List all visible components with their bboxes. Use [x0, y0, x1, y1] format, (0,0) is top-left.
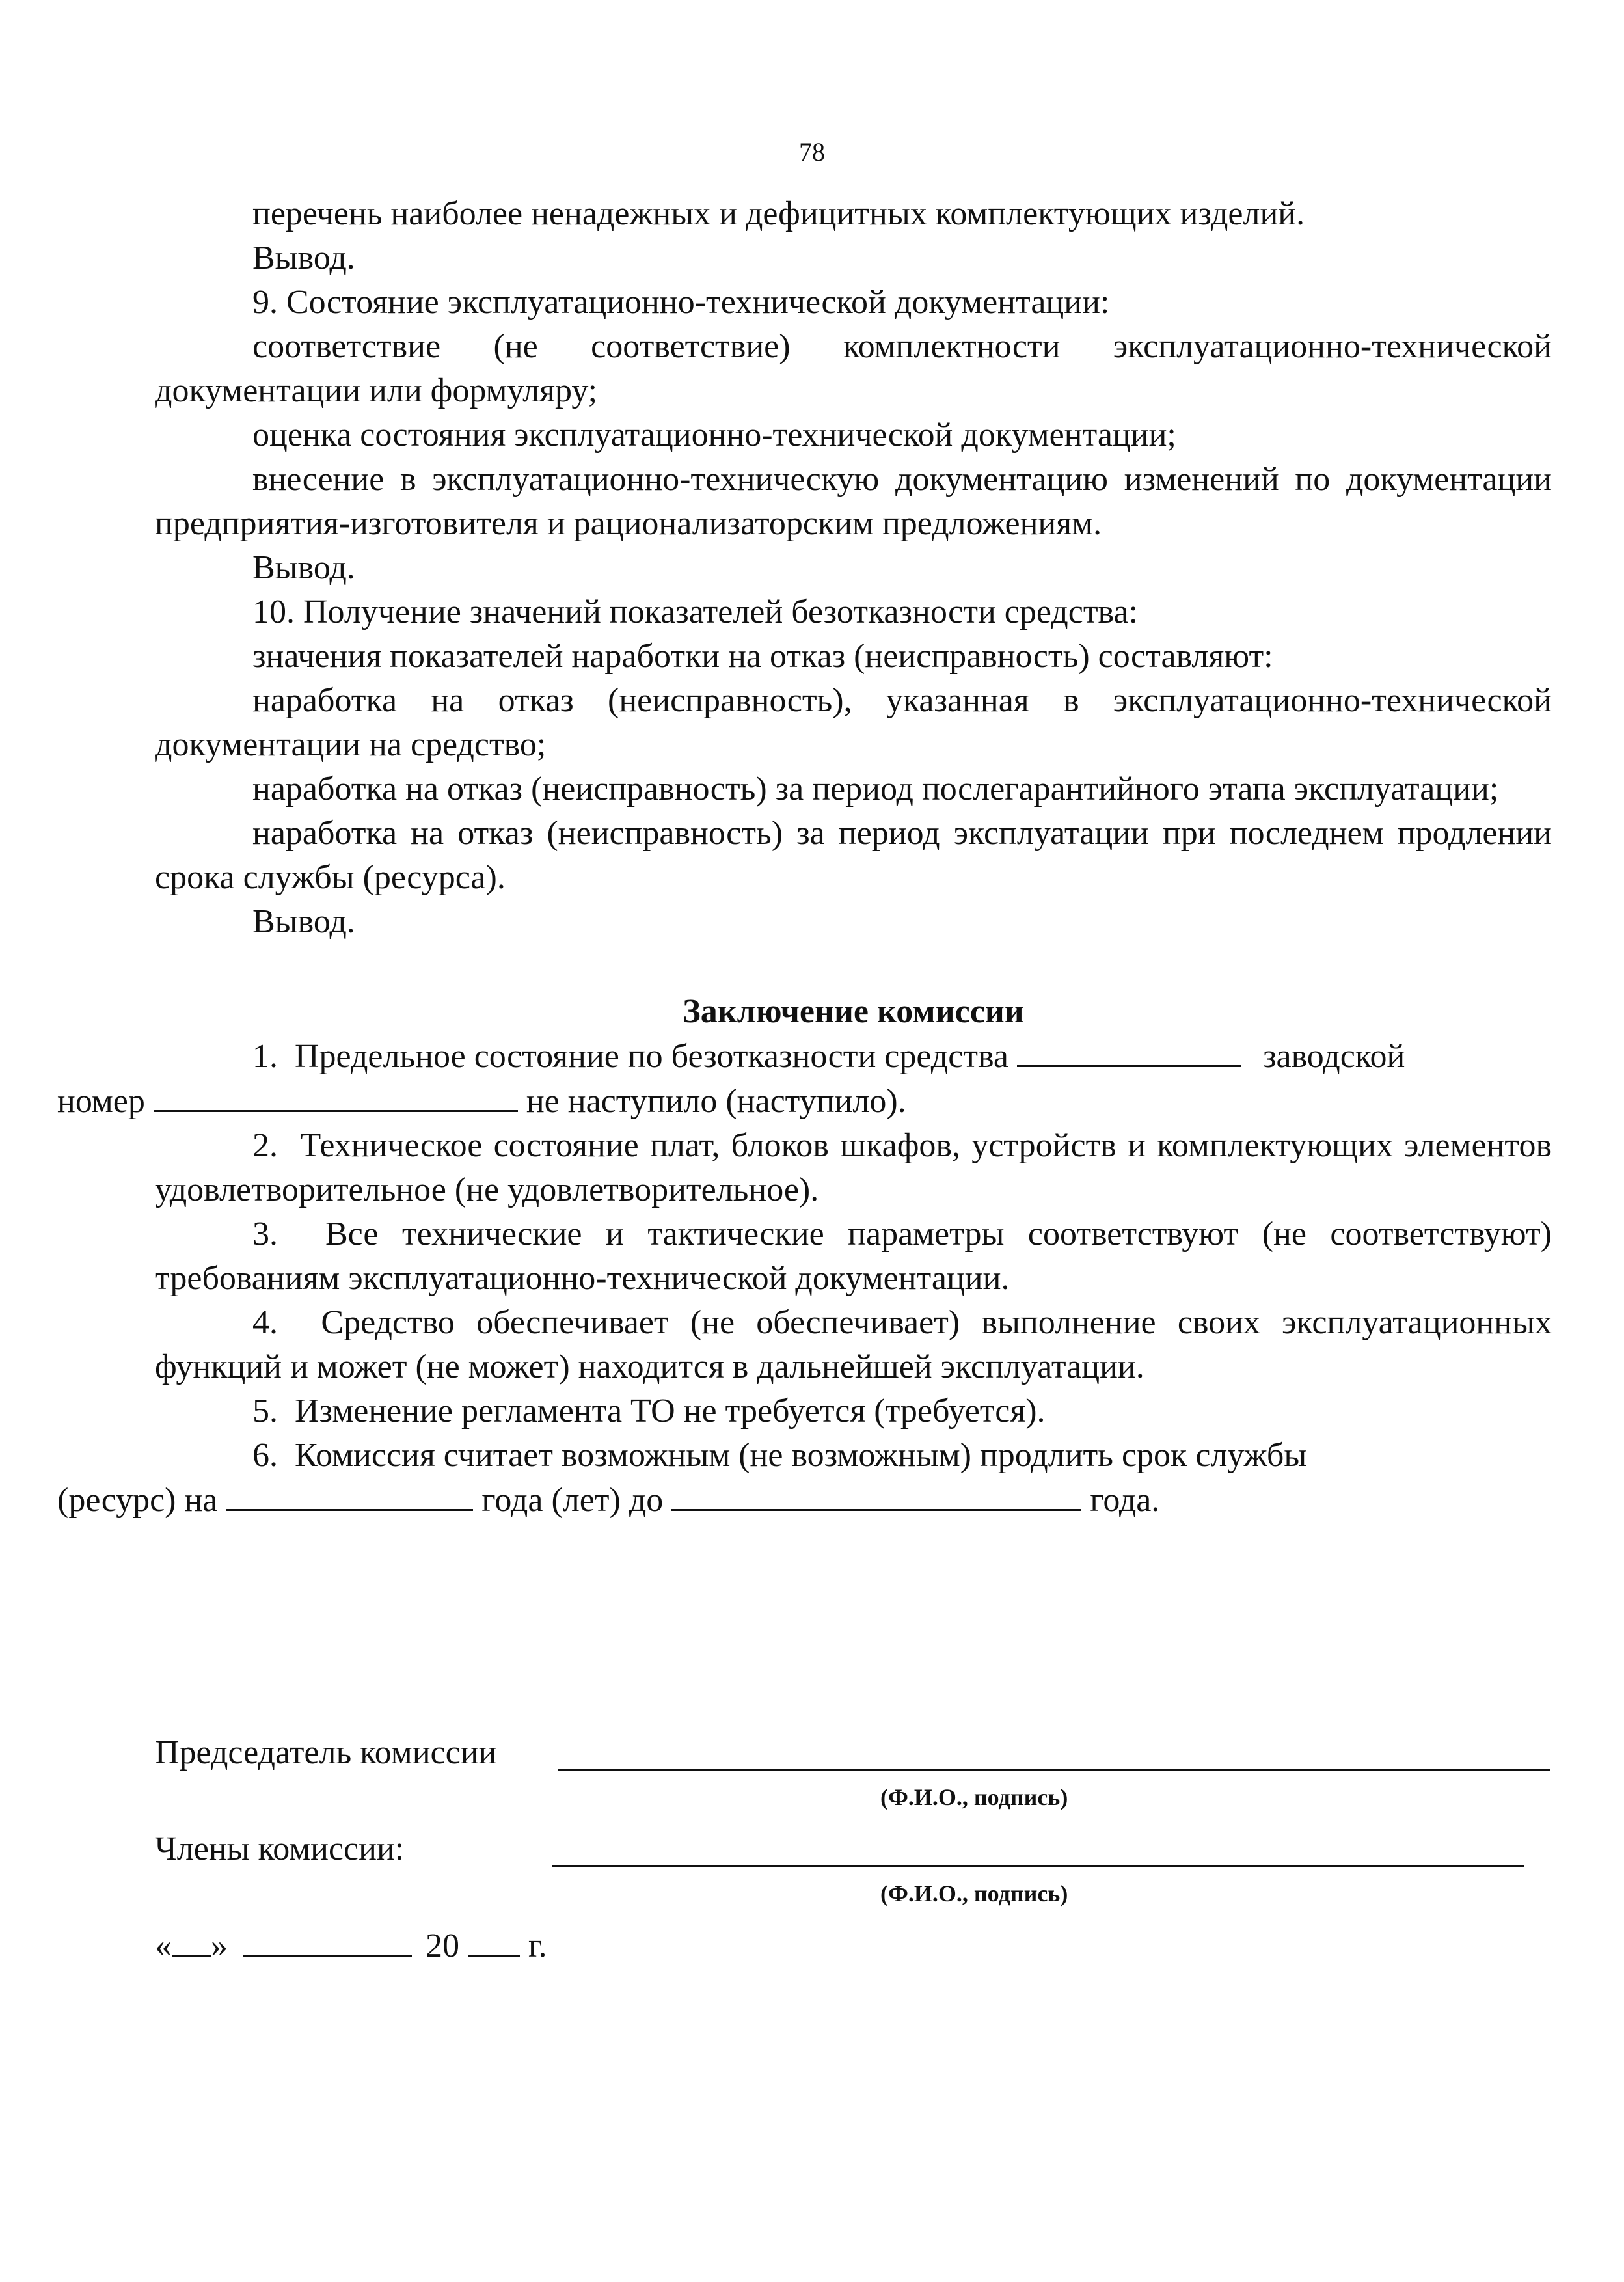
item-text: Все технические и тактические параметры соответствуют (не соответствуют) требованиям эксплуатационно-технической документации.	[155, 1216, 1552, 1297]
members-label: Члены комиссии:	[155, 1830, 405, 1868]
page-number: 78	[799, 137, 825, 167]
item-text: заводской	[1262, 1038, 1405, 1075]
paragraph-documentation-changes: внесение в эксплуатационно-техническую документацию изменений по документации предприятия-изготовителя и рационализаторским предложениям.	[155, 461, 1552, 542]
item-number: 3.	[252, 1216, 278, 1253]
date-row	[155, 1923, 547, 1968]
item-text: года (лет) до	[481, 1482, 664, 1519]
blank-field-serial-number[interactable]	[154, 1079, 518, 1112]
section-9-heading: 9. Состояние эксплуатационно-технической документации:	[252, 284, 1110, 321]
blank-field-day[interactable]	[172, 1923, 211, 1957]
conclusion-item-3	[155, 1212, 1552, 1301]
paragraph-mtbf-post-warranty: наработка на отказ (неисправность) за период послегарантийного этапа эксплуатации;	[252, 770, 1499, 808]
blank-field-device[interactable]	[1017, 1034, 1241, 1067]
item-text: года.	[1090, 1482, 1160, 1519]
text-line-conclusion-3: Вывод.	[252, 903, 355, 940]
item-number: 2.	[252, 1127, 278, 1164]
conclusion-item-1	[57, 1034, 1552, 1124]
conclusion-item-6	[57, 1433, 1552, 1523]
text-line-mtbf-values: значения показателей наработки на отказ (неисправность) составляют:	[252, 638, 1273, 675]
blank-field-extension-years[interactable]	[226, 1478, 473, 1511]
item-text: номер	[57, 1083, 145, 1120]
paragraph-mtbf-last-extension: наработка на отказ (неисправность) за период эксплуатации при последнем продлении срока службы (ресурса).	[155, 815, 1552, 896]
text-line-documentation-assessment: оценка состояния эксплуатационно-технической документации;	[252, 416, 1176, 454]
date-year-prefix: 20	[426, 1927, 459, 1964]
signature-block	[155, 1731, 1552, 1964]
item-text: не наступило (наступило).	[526, 1083, 906, 1120]
item-text: Изменение регламента ТО не требуется (требуется).	[295, 1392, 1046, 1430]
conclusion-heading: Заключение комиссии	[683, 993, 1024, 1030]
document-body	[57, 192, 1552, 1523]
item-text: (ресурс) на	[57, 1482, 218, 1519]
item-number: 4.	[252, 1304, 278, 1341]
blank-field-extension-until[interactable]	[671, 1478, 1081, 1511]
section-10-heading: 10. Получение значений показателей безотказности средства:	[252, 593, 1138, 631]
blank-field-month[interactable]	[243, 1923, 412, 1957]
item-number: 5.	[252, 1392, 278, 1430]
date-year-suffix: г.	[528, 1927, 547, 1964]
text-line-conclusion-1: Вывод.	[252, 239, 355, 277]
text-line-conclusion-2: Вывод.	[252, 549, 355, 586]
item-text: Средство обеспечивает (не обеспечивает) выполнение своих эксплуатационных функций и может (не может) находится в дальнейшей эксплуатации.	[155, 1304, 1552, 1385]
chairman-caption: (Ф.И.О., подпись)	[880, 1784, 1068, 1810]
conclusion-item-5	[155, 1389, 1552, 1433]
members-signature-field[interactable]	[552, 1865, 1524, 1867]
date-close-quote: »	[211, 1927, 228, 1964]
text-line-components-list: перечень наиболее ненадежных и дефицитных комплектующих изделий.	[252, 195, 1305, 232]
paragraph-mtbf-documented: наработка на отказ (неисправность), указанная в эксплуатационно-технической документации на средство;	[155, 682, 1552, 763]
blank-field-year[interactable]	[468, 1923, 520, 1957]
item-number: 6.	[252, 1437, 278, 1474]
item-number: 1.	[252, 1038, 278, 1075]
members-caption: (Ф.И.О., подпись)	[880, 1881, 1068, 1907]
item-text: Предельное состояние по безотказности средства	[295, 1038, 1008, 1075]
conclusion-item-4	[155, 1301, 1552, 1389]
chairman-label: Председатель комиссии	[155, 1734, 497, 1771]
members-row	[155, 1827, 1552, 1873]
item-text: Техническое состояние плат, блоков шкафов, устройств и комплектующих элементов удовлетворительное (не удовлетворительное).	[155, 1127, 1552, 1208]
paragraph-documentation-completeness: соответствие (не соответствие) комплектности эксплуатационно-технической документации или формуляру;	[155, 328, 1552, 409]
item-text: Комиссия считает возможным (не возможным) продлить срок службы	[295, 1437, 1307, 1474]
chairman-signature-field[interactable]	[558, 1769, 1550, 1771]
conclusion-item-2	[155, 1124, 1552, 1212]
chairman-row	[155, 1731, 1552, 1776]
date-open-quote: «	[155, 1927, 172, 1964]
